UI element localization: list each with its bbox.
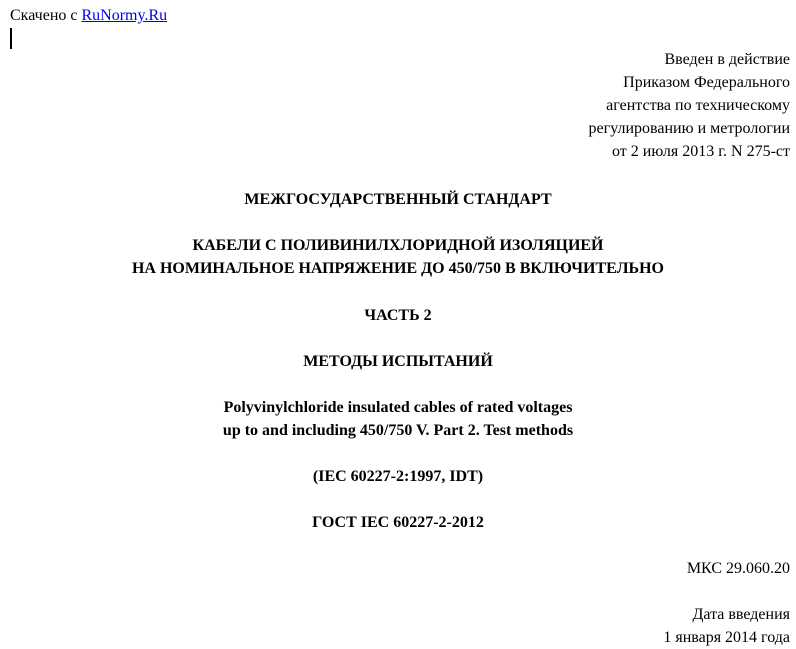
approval-line-4: регулированию и метрологии xyxy=(588,120,790,137)
iec-reference: (IEC 60227-2:1997, IDT) xyxy=(312,468,484,485)
part-heading: ЧАСТЬ 2 xyxy=(364,307,432,324)
approval-line-1: Введен в действие xyxy=(664,51,790,68)
title-line-1: КАБЕЛИ С ПОЛИВИНИЛХЛОРИДНОЙ ИЗОЛЯЦИЕЙ xyxy=(192,237,604,254)
english-title-line-2: up to and including 450/750 V. Part 2. Test methods xyxy=(222,422,574,439)
effective-date: 1 января 2014 года xyxy=(663,629,790,646)
approval-block xyxy=(390,48,790,163)
effective-date-label: Дата введения xyxy=(692,606,790,623)
approval-line-2: Приказом Федерального xyxy=(623,74,790,91)
standard-type-heading: МЕЖГОСУДАРСТВЕННЫЙ СТАНДАРТ xyxy=(244,191,552,208)
download-source-prefix: Скачено с xyxy=(10,7,82,24)
mks-code: МКС 29.060.20 xyxy=(686,560,790,577)
text-cursor xyxy=(10,28,12,49)
approval-line-3: агентства по техническому xyxy=(606,97,790,114)
gost-number: ГОСТ IEC 60227-2-2012 xyxy=(312,514,484,531)
download-source-line xyxy=(10,4,167,27)
subtitle-heading: МЕТОДЫ ИСПЫТАНИЙ xyxy=(303,353,493,370)
english-title-line-1: Polyvinylchloride insulated cables of rated voltages xyxy=(223,399,573,416)
title-line-2: НА НОМИНАЛЬНОЕ НАПРЯЖЕНИЕ ДО 450/750 В ВКЛЮЧИТЕЛЬНО xyxy=(131,260,664,277)
approval-line-5: от 2 июля 2013 г. N 275-ст xyxy=(612,143,790,160)
runormy-link[interactable]: RuNormy.Ru xyxy=(81,7,168,24)
